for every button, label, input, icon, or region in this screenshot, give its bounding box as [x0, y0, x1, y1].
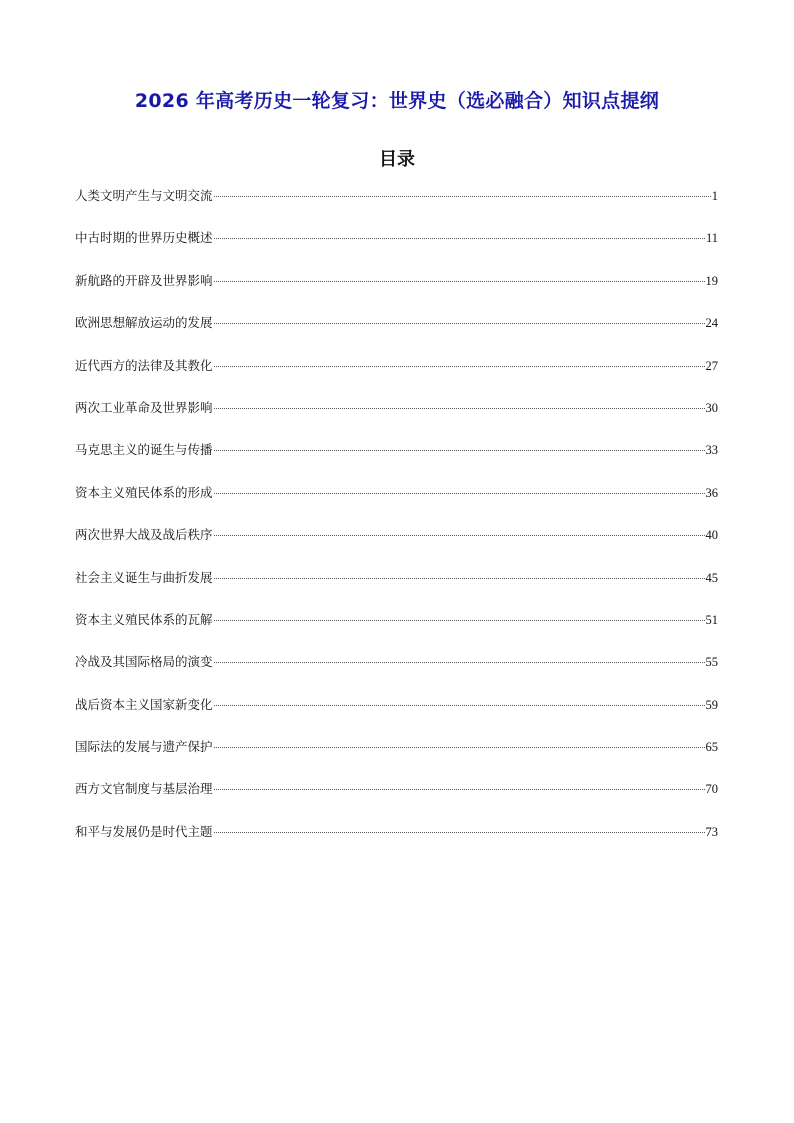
toc-dot-leader	[214, 662, 705, 663]
toc-dot-leader	[214, 408, 705, 409]
toc-entry-page-number[interactable]: 36	[705, 485, 718, 500]
toc-entry[interactable]	[75, 356, 718, 398]
toc-entry[interactable]	[75, 695, 718, 737]
toc-entry[interactable]	[75, 271, 718, 313]
toc-dot-leader	[214, 705, 705, 706]
toc-entry-page-number[interactable]: 59	[705, 697, 718, 712]
toc-entry[interactable]	[75, 440, 718, 482]
toc-entry-page-number[interactable]: 27	[705, 358, 718, 373]
table-of-contents	[75, 186, 718, 864]
toc-entry-page-number[interactable]: 51	[705, 612, 718, 627]
toc-entry[interactable]	[75, 313, 718, 355]
toc-entry-page-number[interactable]: 73	[705, 824, 718, 839]
toc-entry-title[interactable]: 两次世界大战及战后秩序	[75, 527, 213, 543]
toc-dot-leader	[214, 747, 705, 748]
toc-entry-title[interactable]: 马克思主义的诞生与传播	[75, 442, 213, 458]
toc-entry[interactable]	[75, 568, 718, 610]
toc-entry-page-number[interactable]: 40	[705, 528, 718, 543]
toc-dot-leader	[214, 578, 705, 579]
toc-entry-page-number[interactable]: 65	[705, 740, 718, 755]
toc-dot-leader	[214, 281, 705, 282]
toc-entry-title[interactable]: 资本主义殖民体系的瓦解	[75, 611, 213, 627]
toc-entry[interactable]	[75, 398, 718, 440]
toc-entry-title[interactable]: 人类文明产生与文明交流	[75, 188, 213, 203]
toc-entry-title[interactable]: 战后资本主义国家新变化	[75, 696, 213, 712]
toc-entry-title[interactable]: 冷战及其国际格局的演变	[75, 654, 213, 670]
toc-entry-title[interactable]: 两次工业革命及世界影响	[75, 399, 213, 415]
toc-entry-title[interactable]: 西方文官制度与基层治理	[75, 781, 213, 797]
toc-entry[interactable]	[75, 779, 718, 821]
toc-dot-leader	[214, 832, 705, 833]
toc-entry-page-number[interactable]: 19	[705, 273, 718, 288]
toc-dot-leader	[214, 196, 711, 197]
toc-dot-leader	[214, 238, 705, 239]
toc-entry-title[interactable]: 近代西方的法律及其教化	[75, 357, 213, 373]
toc-entry[interactable]	[75, 483, 718, 525]
toc-dot-leader	[214, 535, 705, 536]
toc-entry-page-number[interactable]: 30	[705, 400, 718, 415]
toc-entry-title[interactable]: 中古时期的世界历史概述	[75, 230, 213, 246]
toc-entry-page-number[interactable]: 55	[705, 655, 718, 670]
toc-dot-leader	[214, 789, 705, 790]
toc-entry-title[interactable]: 和平与发展仍是时代主题	[75, 823, 213, 839]
toc-dot-leader	[214, 323, 705, 324]
toc-entry[interactable]	[75, 822, 718, 864]
toc-entry[interactable]	[75, 186, 718, 228]
toc-dot-leader	[214, 450, 705, 451]
toc-entry[interactable]	[75, 228, 718, 270]
toc-entry-page-number[interactable]: 24	[705, 316, 718, 331]
toc-entry-title[interactable]: 新航路的开辟及世界影响	[75, 272, 213, 288]
toc-dot-leader	[214, 366, 705, 367]
document-title: 2026 年高考历史一轮复习：世界史（选必融合）知识点提纲	[134, 90, 660, 112]
toc-entry[interactable]	[75, 525, 718, 567]
toc-entry-page-number[interactable]: 33	[705, 443, 718, 458]
toc-entry-page-number[interactable]: 70	[705, 782, 718, 797]
toc-entry-title[interactable]: 社会主义诞生与曲折发展	[75, 569, 213, 585]
toc-entry-title[interactable]: 资本主义殖民体系的形成	[75, 484, 213, 500]
toc-entry[interactable]	[75, 610, 718, 652]
toc-heading: 目录	[379, 149, 415, 170]
toc-entry-title[interactable]: 欧洲思想解放运动的发展	[75, 315, 213, 331]
toc-entry-title[interactable]: 国际法的发展与遗产保护	[75, 739, 213, 755]
toc-entry-page-number[interactable]: 45	[705, 570, 718, 585]
toc-entry-page-number[interactable]: 1	[711, 189, 718, 203]
toc-dot-leader	[214, 620, 705, 621]
toc-entry[interactable]	[75, 652, 718, 694]
toc-entry[interactable]	[75, 737, 718, 779]
toc-entry-page-number[interactable]: 11	[705, 231, 718, 246]
toc-dot-leader	[214, 493, 705, 494]
